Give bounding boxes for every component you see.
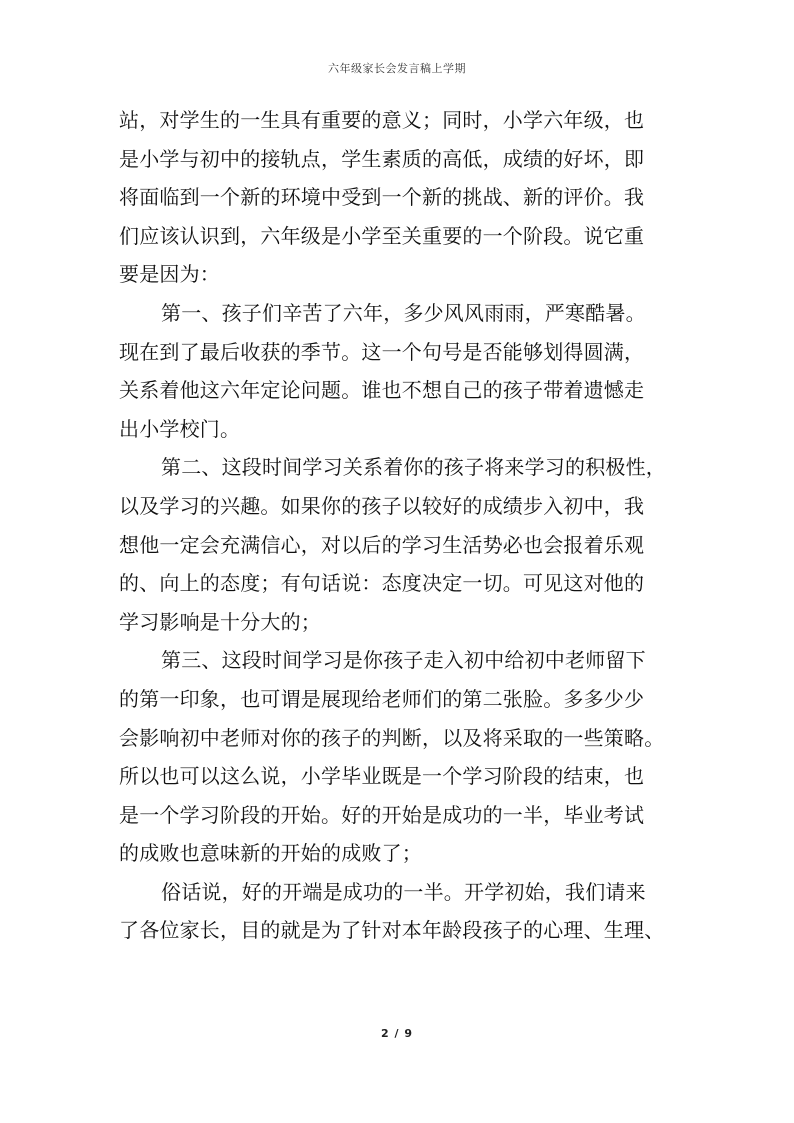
text-line: 将面临到一个新的环境中受到一个新的挑战、新的评价。我 (119, 185, 645, 210)
text-line: 的成败也意味新的开始的成败了； (119, 841, 422, 866)
paragraph-first-line: 第一、孩子们辛苦了六年，多少风风雨雨，严寒酷暑。 (161, 300, 646, 325)
document-body (119, 101, 677, 950)
text-line: 现在到了最后收获的季节。这一个句号是否能够划得圆满， (119, 339, 645, 364)
text-line: 了各位家长，目的就是为了针对本年龄段孩子的心理、生理、 (119, 918, 665, 943)
text-line: 会影响初中老师对你的孩子的判断，以及将采取的一些策略。 (119, 725, 665, 750)
page-number: 2 / 9 (381, 1027, 413, 1040)
paragraph-first-line: 俗话说，好的开端是成功的一半。开学初始，我们请来 (161, 879, 646, 904)
text-line: 的第一印象，也可谓是展现给老师们的第二张脸。多多少少 (119, 686, 645, 711)
text-line: 所以也可以这么说，小学毕业既是一个学习阶段的结束，也 (119, 764, 645, 789)
paragraph-first-line: 第三、这段时间学习是你孩子走入初中给初中老师留下 (161, 648, 646, 673)
text-line: 是小学与初中的接轨点，学生素质的高低，成绩的好坏，即 (119, 146, 645, 171)
text-line: 们应该认识到，六年级是小学至关重要的一个阶段。说它重 (119, 223, 645, 248)
text-line: 的、向上的态度；有句话说：态度决定一切。可见这对他的 (119, 571, 645, 596)
text-line: 以及学习的兴趣。如果你的孩子以较好的成绩步入初中，我 (119, 493, 645, 518)
text-line: 关系着他这六年定论问题。谁也不想自己的孩子带着遗憾走 (119, 378, 645, 403)
text-line: 出小学校门。 (119, 416, 241, 441)
text-line: 学习影响是十分大的； (119, 609, 321, 634)
paragraph-first-line: 第二、这段时间学习关系着你的孩子将来学习的积极性， (161, 455, 666, 480)
text-line: 站，对学生的一生具有重要的意义；同时，小学六年级，也 (119, 108, 645, 132)
text-line: 是一个学习阶段的开始。好的开始是成功的一半，毕业考试 (119, 802, 645, 827)
text-line: 要是因为： (119, 262, 220, 287)
text-line: 想他一定会充满信心，对以后的学习生活势必也会报着乐观 (119, 532, 645, 557)
page-header-title: 六年级家长会发言稿上学期 (328, 62, 466, 75)
